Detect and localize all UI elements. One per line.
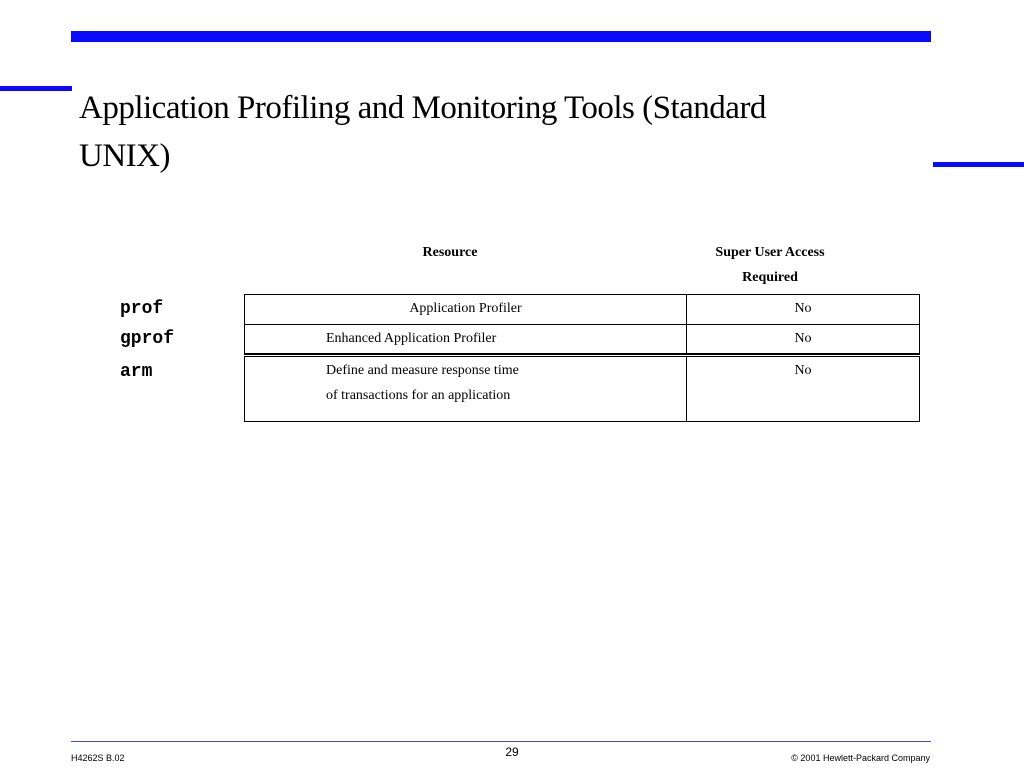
- header-super-user-line1: Super User Access: [715, 245, 825, 260]
- table-row: [244, 294, 920, 325]
- footer-rule: [71, 741, 931, 742]
- resource-cell: Application Profiler: [409, 301, 522, 316]
- right-accent-bar: [933, 162, 1024, 167]
- command-prof: prof: [120, 299, 164, 319]
- header-super-user-access: [690, 240, 850, 290]
- command-gprof: gprof: [120, 329, 175, 349]
- super-user-cell: No: [794, 301, 812, 316]
- resource-cell: Enhanced Application Profiler: [326, 331, 497, 346]
- copyright: © 2001 Hewlett-Packard Company: [791, 753, 930, 763]
- resource-line2: of transactions for an application: [326, 388, 511, 403]
- top-accent-bar: [71, 31, 931, 42]
- super-user-cell: No: [794, 363, 812, 378]
- resource-cell: [326, 358, 681, 408]
- course-code: H4262S B.02: [71, 753, 125, 763]
- left-accent-bar: [0, 86, 72, 91]
- super-user-cell: No: [794, 331, 812, 346]
- command-arm: arm: [120, 362, 153, 382]
- resource-line1: Define and measure response time: [326, 363, 519, 378]
- header-resource: Resource: [422, 245, 478, 260]
- slide-title: Application Profiling and Monitoring Tools (Standard UNIX): [79, 90, 766, 174]
- header-super-user-line2: Required: [742, 270, 798, 285]
- page-number: 29: [505, 745, 519, 759]
- table-row: [244, 324, 920, 355]
- table-row: [244, 356, 920, 422]
